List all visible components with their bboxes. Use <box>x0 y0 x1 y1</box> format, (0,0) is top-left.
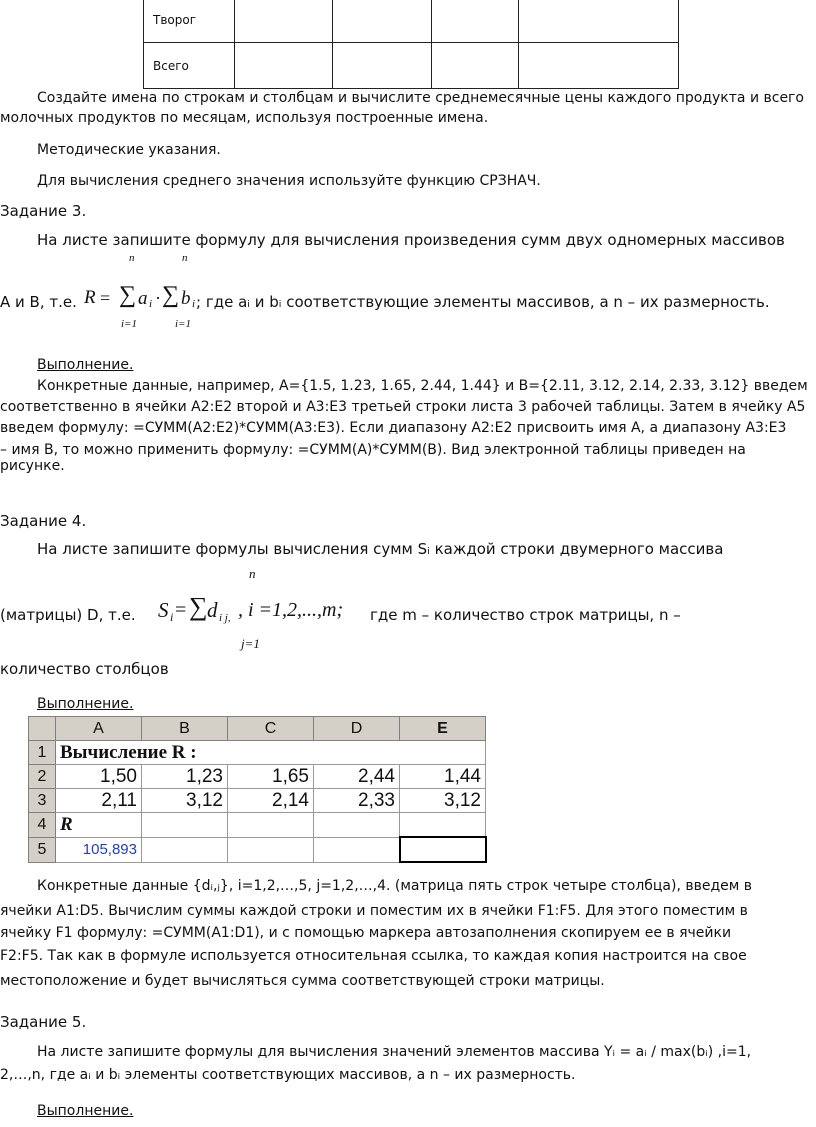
task5-line2: 2,…,n, где aᵢ и bᵢ элементы соответствующих массивов, а n – их размерность. <box>0 1067 576 1083</box>
para1-line4: Для вычисления среднего значения используйте функцию СРЗНАЧ. <box>37 173 541 189</box>
table-row <box>29 789 486 813</box>
para1-line3: Методические указания. <box>37 142 221 158</box>
row-header[interactable]: 1 <box>29 741 56 765</box>
formula-r: R <box>84 287 96 308</box>
formula-equals: = <box>100 288 111 308</box>
task3-heading: Задание 3. <box>0 202 87 220</box>
task4-done-label: Выполнение. <box>37 696 134 712</box>
cell[interactable]: 1,65 <box>228 765 314 789</box>
row-header[interactable]: 4 <box>29 813 56 838</box>
task4-body3: ячейку F1 формулу: =СУММ(A1:D1), и с помощью маркера автозаполнения скопируем ее в ячейки <box>0 925 732 941</box>
column-header-c[interactable]: C <box>228 717 314 741</box>
task4-line1: На листе запишите формулы вычисления сумм Sᵢ каждой строки двумерного массива <box>37 540 724 558</box>
task4-body1: Конкретные данные {dᵢ,ⱼ}, i=1,2,…,5, j=1,2,…,4. (матрица пять строк четыре столбца), введем в <box>37 878 753 894</box>
task4-body4: F2:F5. Так как в формуле используется относительная ссылка, то каждая копия настроится на свое <box>0 948 747 964</box>
task3-body2: соответственно в ячейки A2:E2 второй и A3:E3 третьей строки листа 3 рабочей таблицы. Затем в ячейку A5 <box>0 399 806 415</box>
task5-line1: На листе запишите формулы для вычисления значений элементов массива Yᵢ = aᵢ / max(bᵢ) ,i=1, <box>37 1044 752 1060</box>
formula-dot: · <box>155 288 161 308</box>
sigma-symbol: ∑ <box>119 282 137 308</box>
task4-prefix: (матрицы) D, т.е. <box>0 606 136 624</box>
table-cell <box>333 43 432 89</box>
table-cell <box>432 43 519 89</box>
cell[interactable]: 2,44 <box>314 765 400 789</box>
task5-heading: Задание 5. <box>0 1013 87 1031</box>
task4-heading: Задание 4. <box>0 512 87 530</box>
cell[interactable] <box>314 813 400 838</box>
task3-body4: – имя В, то можно применить формулу: =СУММ(А)*СУММ(В). Вид электронной таблицы приведен на <box>0 442 746 458</box>
task3-body5: рисунке. <box>0 458 65 474</box>
sum-upper-limit: n <box>249 566 256 581</box>
task3-body1: Конкретные данные, например, A={1.5, 1.23, 1.65, 2.44, 1.44} и B={2.11, 3.12, 2.14, 2.33, 3.12} введем <box>37 378 808 394</box>
cell[interactable] <box>142 837 228 862</box>
cell[interactable]: 1,50 <box>56 765 142 789</box>
row-header[interactable]: 2 <box>29 765 56 789</box>
column-header-d[interactable]: D <box>314 717 400 741</box>
cell[interactable] <box>400 813 486 838</box>
cell[interactable]: 1,44 <box>400 765 486 789</box>
column-header-row <box>29 717 486 741</box>
formula-equals: = <box>175 599 187 621</box>
sigma-symbol: ∑ <box>189 592 208 621</box>
formula-index: i <box>170 610 174 624</box>
task4-suffix: где m – количество строк матрицы, n – <box>370 606 681 624</box>
row-header[interactable]: 3 <box>29 789 56 813</box>
task3-line1: На листе запишите формулу для вычисления произведения сумм двух одномерных массивов <box>37 231 785 249</box>
para1-line2: молочных продуктов по месяцам, используя построенные имена. <box>0 110 489 126</box>
corner-cell <box>29 717 56 741</box>
table-cell <box>519 0 679 43</box>
task3-prefix: А и В, т.е. <box>0 293 77 311</box>
sum-lower-limit: i=1 <box>175 318 191 330</box>
sum-lower-limit: i=1 <box>121 318 137 330</box>
formula-index: i <box>192 298 196 310</box>
products-table <box>143 0 679 89</box>
task4-line3: количество столбцов <box>0 660 169 678</box>
task3-done-label: Выполнение. <box>37 357 134 373</box>
cell[interactable] <box>228 837 314 862</box>
task3-suffix: ; где aᵢ и bᵢ соответствующие элементы массивов, а n – их размерность. <box>196 293 770 311</box>
cell[interactable]: 3,12 <box>400 789 486 813</box>
column-header-a[interactable]: A <box>56 717 142 741</box>
cell[interactable]: 2,14 <box>228 789 314 813</box>
sum-lower-limit: j=1 <box>241 636 260 651</box>
cell[interactable]: 3,12 <box>142 789 228 813</box>
cell[interactable]: 2,33 <box>314 789 400 813</box>
table-cell <box>333 0 432 43</box>
cell-a1[interactable]: Вычисление R : <box>56 741 486 765</box>
cell[interactable]: 2,11 <box>56 789 142 813</box>
cell[interactable] <box>314 837 400 862</box>
sum-upper-limit: n <box>129 252 135 264</box>
table-row <box>144 0 679 43</box>
cell[interactable] <box>228 813 314 838</box>
cell-a4[interactable]: R <box>56 813 142 838</box>
formula-d: d <box>207 598 218 622</box>
table-cell <box>519 43 679 89</box>
formula-index: i j, <box>219 612 231 624</box>
selected-cell-e5[interactable] <box>400 837 486 862</box>
table-cell: Всего <box>144 43 235 89</box>
table-row <box>29 741 486 765</box>
task4-body5: местоположение и будет вычисляться сумма соответствующей строки матрицы. <box>0 973 605 989</box>
task3-body3: введем формулу: =СУММ(A2:E2)*СУММ(A3:E3). Если диапазону A2:E2 присвоить имя А, а диапазону A3:E3 <box>0 420 787 436</box>
table-row <box>29 813 486 838</box>
table-row <box>29 837 486 862</box>
table-cell: Творог <box>144 0 235 43</box>
formula-b: b <box>181 288 191 309</box>
row-header[interactable]: 5 <box>29 837 56 862</box>
cell[interactable]: 1,23 <box>142 765 228 789</box>
table-cell <box>432 0 519 43</box>
para1-line1: Создайте имена по строкам и столбцам и вычислите среднемесячные цены каждого продукта и всего <box>37 90 804 106</box>
sigma-symbol: ∑ <box>162 282 180 308</box>
table-cell <box>235 43 333 89</box>
cell-a5[interactable]: 105,893 <box>56 837 142 862</box>
formula-tail: , i =1,2,...,m; <box>238 599 344 621</box>
table-row <box>29 765 486 789</box>
task5-done-label: Выполнение. <box>37 1103 134 1119</box>
table-cell <box>235 0 333 43</box>
column-header-e[interactable]: E <box>400 717 486 741</box>
table-row <box>144 43 679 89</box>
formula-index: i <box>149 298 153 310</box>
formula-a: a <box>138 288 148 309</box>
task4-body2: ячейки A1:D5. Вычислим суммы каждой строки и поместим их в ячейки F1:F5. Для этого поместим в <box>0 903 748 919</box>
column-header-b[interactable]: B <box>142 717 228 741</box>
sum-upper-limit: n <box>182 252 188 264</box>
spreadsheet <box>28 716 503 868</box>
cell[interactable] <box>142 813 228 838</box>
formula-s: S <box>158 598 169 622</box>
